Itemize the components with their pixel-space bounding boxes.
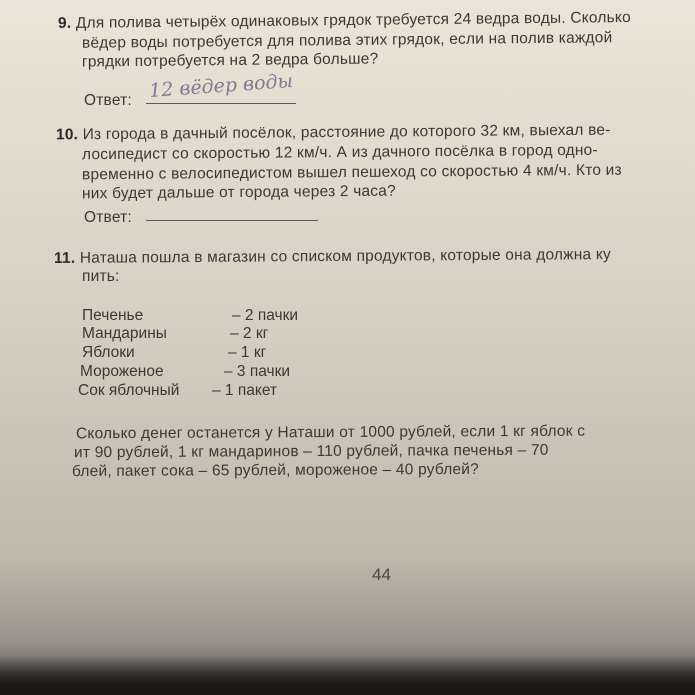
problem-10-line-3 — [82, 162, 622, 185]
problem-10-answer-label: Ответ: — [84, 209, 132, 226]
item-name: Мандарины — [82, 325, 167, 342]
problem-9-text-2: вёдер воды потребуется для полива этих грядок, если на полив каждой — [81, 29, 613, 52]
problem-9-line-2 — [82, 29, 613, 53]
problem-9-text-1: Для полива четырёх одинаковых грядок требуется 24 ведра воды. Сколько — [75, 9, 631, 32]
problem-11-question-text-3: блей, пакет сока – 65 рублей, мороженое – 40 рублей? — [71, 460, 480, 481]
page-number: 44 — [372, 565, 391, 584]
item-quantity: – 1 пакет — [212, 382, 278, 399]
item-name: Печенье — [82, 307, 144, 324]
problem-10-line-4 — [82, 183, 396, 204]
problem-10-number: 10. — [55, 126, 79, 144]
item-name: Яблоки — [82, 344, 135, 361]
problem-9-answer-line — [146, 103, 296, 104]
item-quantity: – 2 кг — [230, 325, 269, 342]
problem-9-handwritten-answer: 12 вёдер воды — [148, 70, 294, 102]
problem-10-text-2: лосипедист со скоростью 12 км/ч. А из дачного посёлка в город одно- — [81, 141, 598, 164]
problem-11-question-1 — [76, 423, 585, 444]
problem-10-text-1: Из города в дачный посёлок, расстояние до которого 32 км, выехал ве- — [82, 121, 611, 144]
problem-11-line-2 — [82, 268, 120, 286]
problem-11-question-3 — [72, 461, 479, 481]
problem-9-line-3 — [82, 50, 379, 71]
problem-11-question-text-2: ит 90 рублей, 1 кг мандаринов – 110 рублей, пачка печенья – 70 — [73, 441, 549, 462]
item-name: Сок яблочный — [78, 382, 180, 399]
problem-9-number: 9. — [57, 14, 72, 32]
problem-11-text-2: пить: — [82, 268, 120, 285]
item-quantity: – 3 пачки — [224, 363, 291, 380]
problem-10-line-2 — [82, 142, 598, 165]
problem-11-question-text-1: Сколько денег останется у Наташи от 1000 рублей, если 1 кг яблок с — [75, 422, 586, 443]
problem-10-text-3: временно с велосипедистом вышел пешеход со скоростью 4 км/ч. Кто из — [81, 161, 622, 184]
problem-11-text-1: Наташа пошла в магазин со списком продуктов, которые она должна ку — [79, 246, 611, 267]
problem-9-answer-label: Ответ: — [84, 92, 132, 109]
item-quantity: – 2 пачки — [232, 307, 299, 324]
item-name: Мороженое — [80, 363, 164, 380]
problem-11-question-2 — [74, 442, 549, 462]
problem-10-line-1 — [56, 122, 611, 145]
problem-9-text-3: грядки потребуется на 2 ведра больше? — [81, 50, 379, 71]
item-quantity: – 1 кг — [228, 344, 267, 361]
problem-11-number: 11. — [53, 249, 76, 267]
problem-11-line-1 — [54, 246, 611, 268]
problem-10-text-4: них будет дальше от города через 2 часа? — [81, 182, 396, 203]
problem-10-answer-line — [146, 220, 318, 221]
